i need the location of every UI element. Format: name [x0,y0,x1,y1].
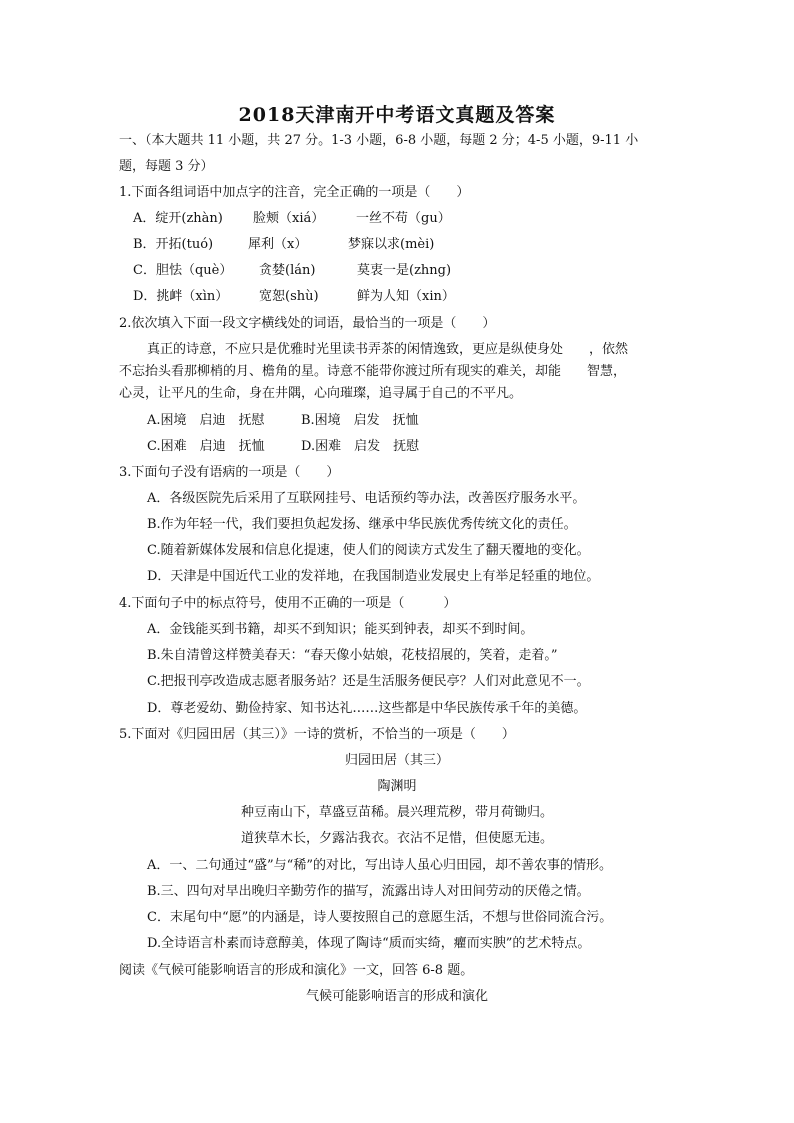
poem-line-2: 道狭草木长，夕露沾我衣。衣沾不足惜，但使愿无违。 [240,831,553,846]
q1-option-a-word2: 脸颊（xiá） [253,211,325,226]
section-header-line1: 一、（本大题共 11 小题，共 27 分。1-3 小题，6-8 小题，每题 2 分；4-5 小题，9-11 小 [119,133,639,148]
q2-option-a: A.困境 启迪 抚慰 [147,413,265,428]
q3-option-a: A．各级医院先后采用了互联网挂号、电话预约等办法，改善医疗服务水平。 [147,491,586,506]
document-title: 2018天津南开中考语文真题及答案 [238,104,556,126]
q1-option-a-word3: 一丝不苟（gu） [356,211,451,226]
q1-option-d-word2: 宽恕(shù) [259,289,319,304]
poem-author: 陶渊明 [377,779,417,794]
q3-stem: 3.下面句子没有语病的一项是（ ） [119,465,340,480]
q1-option-c-word1: C．胆怯（què） [133,263,233,278]
q4-option-a: A．金钱能买到书籍，却买不到知识；能买到钟表，却买不到时间。 [147,622,534,637]
q1-option-c-word3: 莫衷一是(zhng) [357,263,452,278]
article-title: 气候可能影响语言的形成和演化 [305,989,488,1004]
q1-option-c-word2: 贪婪(lán) [259,263,316,278]
q2-option-d: D.困难 启发 抚慰 [301,439,420,454]
q1-stem: 1.下面各组词语中加点字的注音，完全正确的一项是（ ） [119,185,470,200]
q2-option-b: B.困境 启发 抚恤 [301,413,419,428]
q2-passage-line1: 真正的诗意，不应只是优雅时光里读书弄茶的闲情逸致，更应是纵使身处 ，依然 [147,342,629,357]
q3-option-c: C.随着新媒体发展和信息化提速，使人们的阅读方式发生了翻天覆地的变化。 [147,543,590,558]
q1-option-b-word3: 梦寐以求(mèi) [348,237,435,252]
q3-option-b: B.作为年轻一代，我们要担负起发扬、继承中华民族优秀传统文化的责任。 [147,517,577,532]
q2-passage-line2: 不忘抬头看那柳梢的月、檐角的星。诗意不能带你渡过所有现实的难关，却能 智慧， [119,364,627,379]
reading-intro: 阅读《气候可能影响语言的形成和演化》一文，回答 6-8 题。 [119,963,474,978]
poem-line-1: 种豆南山下，草盛豆苗稀。晨兴理荒秽，带月荷锄归。 [240,805,553,820]
q2-stem: 2.依次填入下面一段文字横线处的词语，最恰当的一项是（ ） [119,316,496,331]
q1-option-b-word2: 犀利（x） [248,237,308,252]
section-header-line2: 题，每题 3 分） [119,159,214,174]
q1-option-a-word1: A．绽开(zhàn) [133,211,223,226]
q4-option-c: C.把报刊亭改造成志愿者服务站？还是生活服务便民亭？人们对此意见不一。 [147,674,590,689]
q2-passage-line3: 心灵，让平凡的生命，身在井隅，心向璀璨，追寻属于自己的不平凡。 [119,386,523,401]
q4-stem: 4.下面句子中的标点符号，使用不正确的一项是（ ） [119,596,457,611]
poem-title: 归园田居（其三） [344,753,449,768]
q2-option-c: C.困难 启迪 抚恤 [147,439,265,454]
q5-option-d: D.全诗语言朴素而诗意醇美，体现了陶诗“质而实绮，癯而实腴”的艺术特点。 [147,936,591,951]
q1-option-d-word1: D．挑衅（xìn） [133,289,229,304]
q1-option-d-word3: 鲜为人知（xin） [357,289,455,304]
q3-option-d: D．天津是中国近代工业的发祥地，在我国制造业发展史上有举足轻重的地位。 [147,569,600,584]
q5-stem: 5.下面对《归园田居（其三）》一诗的赏析，不恰当的一项是（ ） [119,727,515,742]
q4-option-d: D．尊老爱幼、勤俭持家、知书达礼……这些都是中华民族传承千年的美德。 [147,701,587,716]
q5-option-c: C．末尾句中“愿”的内涵是，诗人要按照自己的意愿生活，不想与世俗同流合污。 [147,910,613,925]
q5-option-a: A．一、二句通过“盛”与“稀”的对比，写出诗人虽心归田园，却不善农事的情形。 [147,858,612,873]
q1-option-b-word1: B．开拓(tuó) [133,237,214,252]
q4-option-b: B.朱自清曾这样赞美春天：“春天像小姑娘，花枝招展的，笑着，走着。” [147,648,558,663]
q5-option-b: B.三、四句对早出晚归辛勤劳作的描写，流露出诗人对田间劳动的厌倦之情。 [147,884,590,899]
